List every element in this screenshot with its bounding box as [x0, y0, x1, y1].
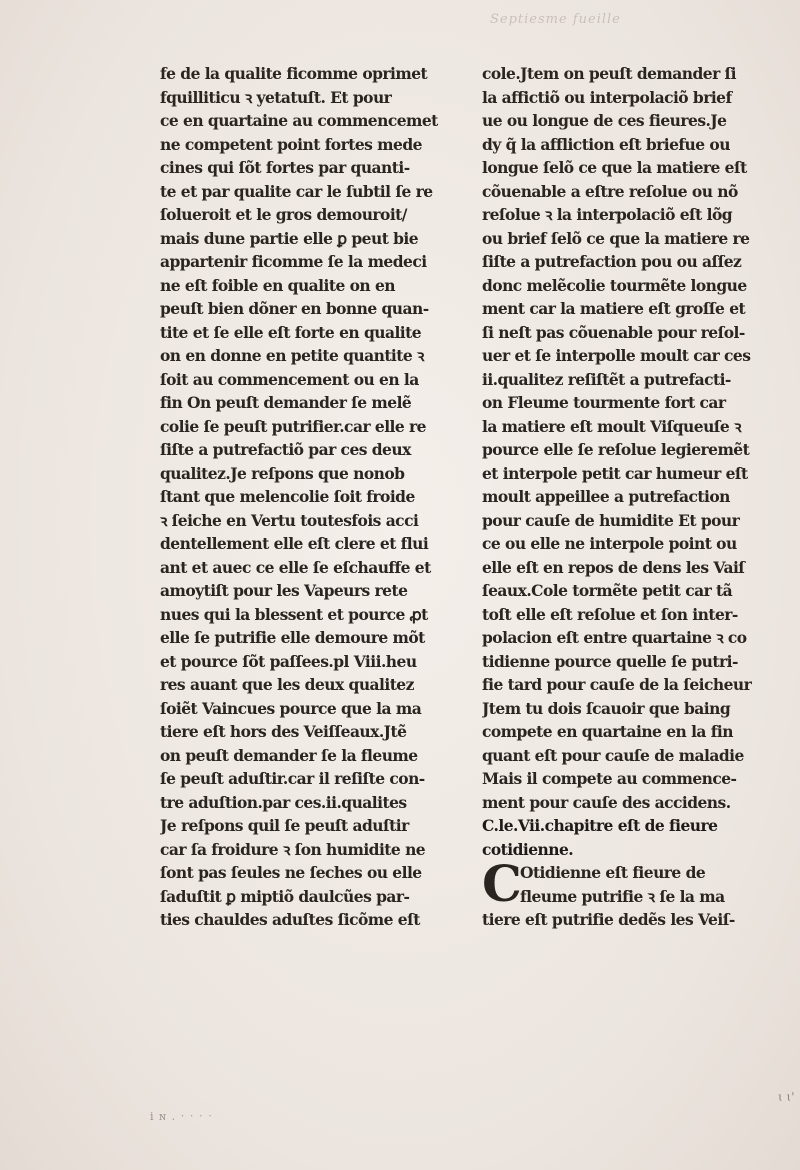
text-line: ſiſte a putrefaction pou ou aſſez: [482, 252, 742, 271]
text-line: tiere eſt hors des Veiſſeaux.Jtẽ: [160, 722, 407, 741]
text-line: ii.qualitez reſiſtẽt a putrefacti-: [482, 369, 731, 389]
text-line: tite et ſe elle eſt forte en qualite: [160, 322, 422, 342]
text-line: elle ſe putrifie elle demoure mõt: [160, 628, 425, 647]
left-text-column: [160, 62, 498, 932]
text-line: ment pour cauſe des accidens.: [482, 792, 731, 812]
right-column-body: [482, 62, 800, 861]
text-line: res auant que les deux qualitez: [160, 675, 414, 694]
text-line: fleume putrifie ꝛ ſe la ma: [520, 886, 725, 906]
right-column-tail: [482, 908, 800, 932]
text-line: ne eſt foible en qualite on en: [160, 275, 395, 295]
drop-cap-lines: [520, 861, 800, 908]
text-line: Je reſpons quil ſe peuſt aduſtir: [160, 816, 409, 835]
running-head: Septiesme fueille: [490, 12, 621, 27]
text-line: reſolue ꝛ la interpolaciõ eſt lõg: [482, 205, 733, 224]
right-text-column: [482, 62, 800, 932]
text-line: ne competent point fortes mede: [160, 134, 422, 154]
text-line: Otidienne eſt fieure de: [520, 863, 706, 882]
text-line: ſtant que melencolie ſoit froide: [160, 487, 415, 506]
text-line: nues qui la blessent et pource ꝓt: [160, 604, 428, 624]
text-line: donc melẽcolie tourmẽte longue: [482, 275, 747, 295]
bottom-marginal-marks: i ɴ . ˑ ˑ ˑ ˑ: [150, 1110, 213, 1123]
text-line: ties chauldes aduſtes ſicõme eſt: [160, 910, 420, 929]
text-line: qualitez.Je reſpons que nonob: [160, 463, 405, 483]
text-line: polacion eſt entre quartaine ꝛ co: [482, 628, 747, 647]
text-line: cõuenable a eſtre reſolue ou nõ: [482, 181, 738, 201]
text-line: te et par qualite car le ſubtil ſe re: [160, 181, 433, 201]
text-line: ſi neſt pas cõuenable pour reſol-: [482, 322, 745, 342]
text-line: ment car la matiere eſt groſſe et: [482, 299, 746, 318]
text-line: compete en quartaine en la fin: [482, 722, 733, 741]
text-line: ſe peuſt aduſtir.car il reſiſte con-: [160, 769, 425, 788]
text-line: peuſt bien dõner en bonne quan-: [160, 299, 429, 318]
text-line: dentellement elle eſt clere et flui: [160, 534, 429, 553]
drop-cap-initial: C: [482, 854, 522, 913]
text-line: Mais il compete au commence-: [482, 769, 737, 788]
text-line: ſont pas ſeules ne ſeches ou elle: [160, 863, 422, 882]
text-line: amoytiſt pour les Vapeurs rete: [160, 581, 408, 600]
text-line: ſaduſtit ꝑ miptiõ daulcũes par-: [160, 886, 410, 906]
text-line: colie ſe peuſt putrifier.car elle re: [160, 416, 426, 436]
text-line: cines qui ſõt fortes par quanti-: [160, 158, 410, 177]
text-line: ant et auec ce elle ſe eſchauffe et: [160, 557, 431, 577]
text-line: ce en quartaine au commencemet: [160, 111, 438, 130]
text-line: la matiere eſt moult Viſqueuſe ꝛ: [482, 416, 741, 436]
text-line: fquilliticu ꝛ yetatuſt. Et pour: [160, 87, 392, 107]
text-line: toſt elle eſt reſolue et ſon inter-: [482, 604, 738, 624]
text-line: fe de la qualite ficomme oprimet: [160, 64, 428, 83]
text-line: ſoiẽt Vaincues pource que la ma: [160, 698, 422, 718]
text-line: la affictiõ ou interpolaciõ brief: [482, 87, 732, 107]
text-line: tiere eſt putrifie dedẽs les Veiſ-: [482, 910, 735, 929]
text-line: car ſa froidure ꝛ ſon humidite ne: [160, 839, 426, 859]
right-marginal-marks: ɩ ɩ': [778, 1090, 795, 1104]
text-line: ce ou elle ne interpole point ou: [482, 534, 737, 553]
text-line: tre aduſtion.par ces.ii.qualites: [160, 792, 407, 812]
text-line: cole.Jtem on peuſt demander ſi: [482, 64, 737, 83]
text-line: tidienne pource quelle ſe putri-: [482, 651, 738, 671]
text-line: quant eſt pour cauſe de maladie: [482, 745, 744, 765]
text-line: uer et ſe interpolle moult car ces: [482, 346, 751, 365]
text-line: fie tard pour cauſe de la ſeicheur: [482, 675, 752, 694]
text-line: on peuſt demander ſe la fleume: [160, 745, 418, 765]
text-line: ꝛ ſeiche en Vertu toutesfois acci: [160, 510, 419, 530]
text-line: fin On peuſt demander ſe melẽ: [160, 393, 412, 412]
text-line: pource elle ſe reſolue legieremẽt: [482, 440, 750, 459]
text-line: et interpole petit car humeur eſt: [482, 463, 748, 483]
text-line: cotidienne.: [482, 839, 574, 859]
text-line: moult appeillee a putrefaction: [482, 487, 730, 506]
chapter-opening: [482, 854, 800, 913]
text-line: on Fleume tourmente fort car: [482, 393, 726, 412]
text-line: ſoit au commencement ou en la: [160, 369, 419, 389]
text-line: dy q̃ la affliction eſt briefue ou: [482, 134, 730, 154]
text-line: ſolueroit et le gros demouroit/: [160, 205, 407, 224]
text-line: ou brief ſelõ ce que la matiere re: [482, 228, 750, 248]
text-line: Jtem tu dois ſcauoir que baing: [482, 698, 731, 718]
text-line: longue ſelõ ce que la matiere eſt: [482, 158, 747, 177]
text-line: pour cauſe de humidite Et pour: [482, 510, 740, 530]
text-line: C.le.Vii.chapitre eſt de fieure: [482, 816, 718, 835]
text-line: appartenir ficomme ſe la medeci: [160, 252, 427, 271]
text-line: elle eſt en repos de dens les Vaiſ: [482, 557, 745, 577]
text-line: ue ou longue de ces fieures.Je: [482, 111, 727, 130]
text-line: ſeaux.Cole tormẽte petit car tã: [482, 581, 733, 600]
text-line: et pource ſõt paſſees.pl Viii.heu: [160, 651, 417, 671]
text-line: mais dune partie elle ꝑ peut bie: [160, 228, 419, 248]
text-line: on en donne en petite quantite ꝛ: [160, 346, 424, 365]
text-line: ſiſte a putrefactiõ par ces deux: [160, 440, 411, 459]
